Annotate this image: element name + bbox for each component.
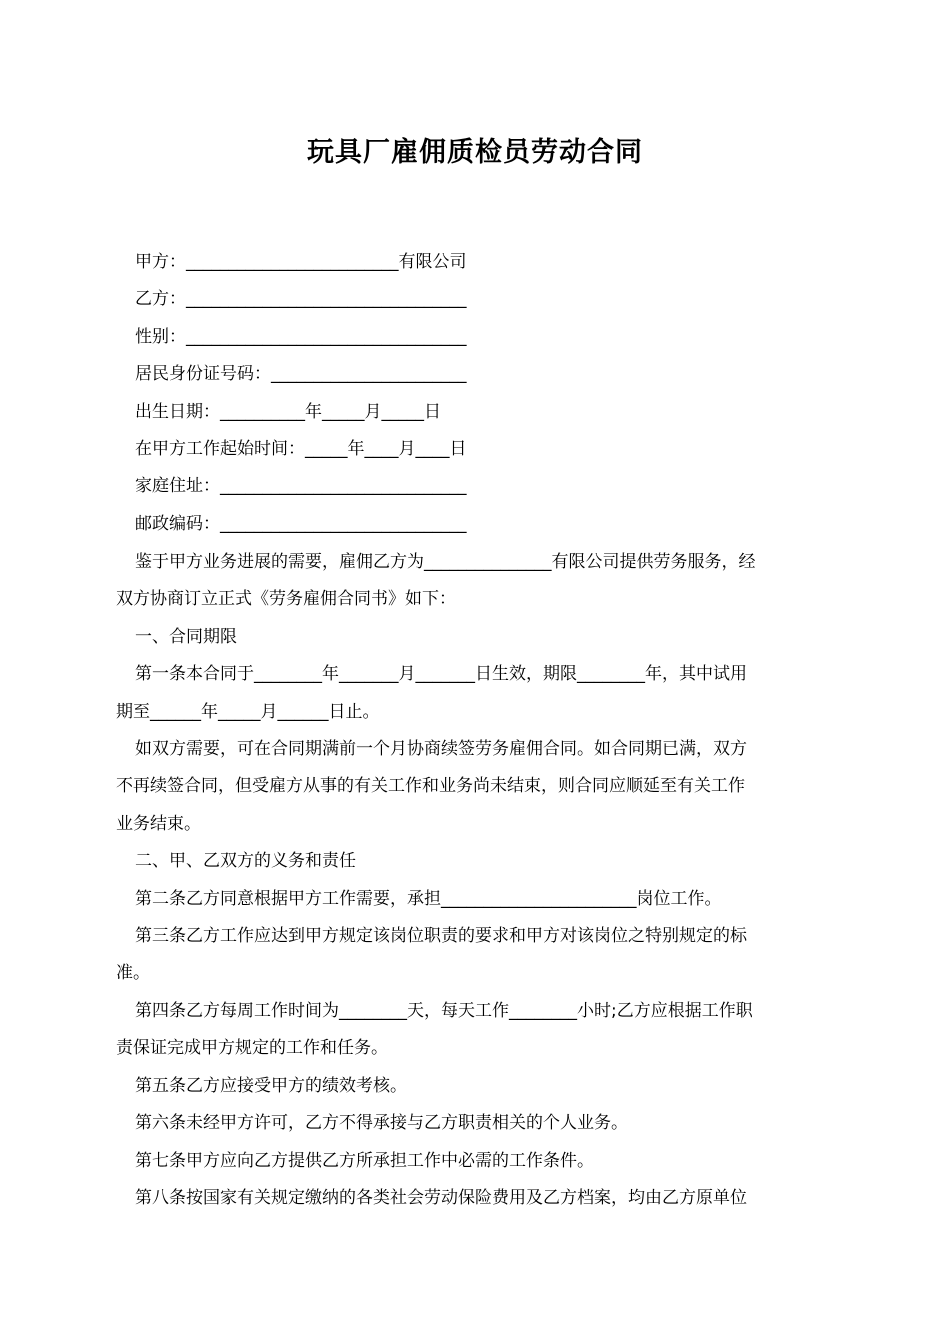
- paragraph-line: 第三条乙方工作应达到甲方规定该岗位职责的要求和甲方对该岗位之特别规定的标: [135, 926, 747, 947]
- article-7: [116, 1143, 836, 1180]
- field-birth-date: 出生日期：__________年_____月_____日: [135, 401, 441, 422]
- article-1: [116, 656, 836, 731]
- paragraph-line: 第一条本合同于________年_______月_______日生效，期限________年，其中试用: [135, 664, 747, 685]
- field-party-a: 甲方：_________________________有限公司: [135, 252, 467, 272]
- paragraph-line: 准。: [116, 963, 150, 984]
- paragraph-line: 不再续签合同，但受雇方从事的有关工作和业务尚未结束，则合同应顺延至有关工作: [116, 776, 745, 797]
- field-home-address: 家庭住址：_____________________________: [135, 476, 467, 497]
- article-3: [116, 918, 836, 993]
- paragraph-line: 第四条乙方每周工作时间为________天，每天工作________小时;乙方应根据工作职: [135, 1000, 753, 1021]
- contract-body: [116, 544, 836, 1217]
- paragraph-line: 第二条乙方同意根据甲方工作需要，承担_______________________岗位工作。: [135, 888, 722, 909]
- paragraph-line: 鉴于甲方业务进展的需要，雇佣乙方为_______________有限公司提供劳务服务，经: [135, 552, 756, 572]
- article-8: [116, 1180, 836, 1217]
- section-heading-term: [116, 619, 836, 656]
- paragraph-line: 业务结束。: [116, 813, 201, 834]
- field-party-b: 乙方：_________________________________: [135, 289, 467, 310]
- article-4: [116, 993, 836, 1068]
- field-postal-code: 邮政编码：_____________________________: [135, 513, 467, 534]
- paragraph-line: 期至______年_____月______日止。: [116, 701, 380, 722]
- document-title: 玩具厂雇佣质检员劳动合同: [307, 137, 643, 168]
- paragraph-line: 二、甲、乙双方的义务和责任: [135, 851, 356, 872]
- paragraph-line: 责保证完成甲方规定的工作和任务。: [116, 1038, 388, 1059]
- section-heading-obligations: [116, 843, 836, 880]
- article-2: [116, 881, 836, 918]
- paragraph-renewal: [116, 731, 836, 843]
- article-6: [116, 1105, 836, 1142]
- field-gender: 性别：_________________________________: [135, 326, 467, 347]
- article-5: [116, 1068, 836, 1105]
- field-start-date: 在甲方工作起始时间：_____年____月____日: [135, 438, 467, 459]
- paragraph-preamble: [116, 544, 836, 619]
- field-id-number: 居民身份证号码：_______________________: [135, 364, 467, 385]
- paragraph-line: 第六条未经甲方许可，乙方不得承接与乙方职责相关的个人业务。: [135, 1113, 628, 1134]
- paragraph-line: 第七条甲方应向乙方提供乙方所承担工作中必需的工作条件。: [135, 1150, 594, 1171]
- paragraph-line: 第八条按国家有关规定缴纳的各类社会劳动保险费用及乙方档案，均由乙方原单位: [135, 1187, 747, 1208]
- paragraph-line: 第五条乙方应接受甲方的绩效考核。: [135, 1075, 407, 1096]
- paragraph-line: 双方协商订立正式《劳务雇佣合同书》如下：: [116, 589, 456, 610]
- paragraph-line: 一、合同期限: [135, 626, 237, 647]
- paragraph-line: 如双方需要，可在合同期满前一个月协商续签劳务雇佣合同。如合同期已满，双方: [135, 739, 747, 760]
- party-info-fields: [135, 247, 467, 546]
